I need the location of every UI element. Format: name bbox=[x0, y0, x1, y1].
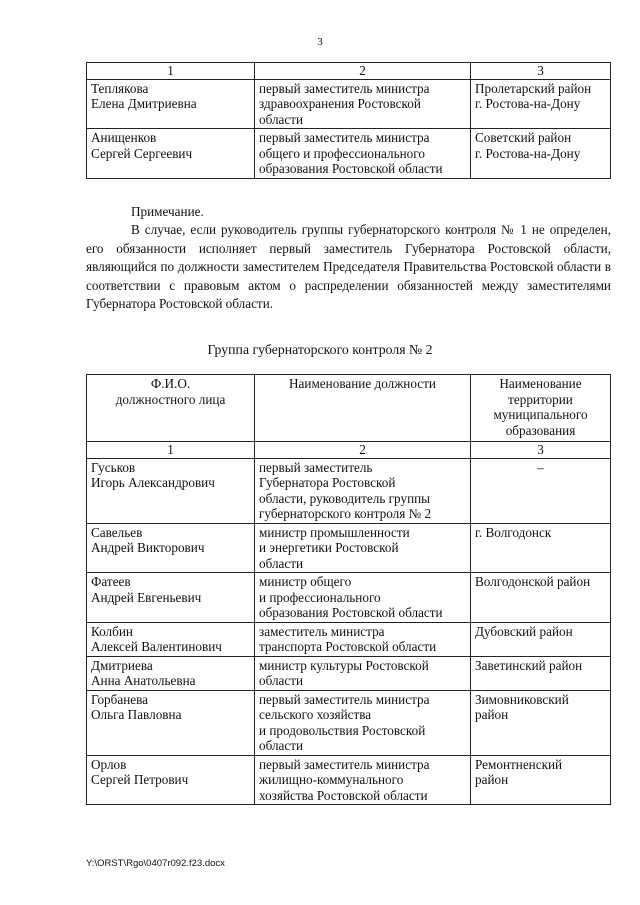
table-row bbox=[87, 523, 611, 573]
official-name: Анищенков Сергей Сергеевич bbox=[87, 129, 255, 179]
official-position: заместитель министра транспорта Ростовской области bbox=[255, 622, 471, 656]
column-number: 2 bbox=[255, 442, 471, 459]
official-position: первый заместитель министра общего и профессионального образования Ростовской области bbox=[255, 129, 471, 179]
official-name: Гуськов Игорь Александрович bbox=[87, 458, 255, 523]
table-row bbox=[87, 622, 611, 656]
column-number-row bbox=[87, 63, 611, 80]
territory: Зимовниковский район bbox=[471, 690, 611, 755]
header-position: Наименование должности bbox=[255, 375, 471, 442]
column-number: 2 bbox=[255, 63, 471, 80]
column-number: 3 bbox=[471, 63, 611, 80]
official-name: Дмитриева Анна Анатольевна bbox=[87, 656, 255, 690]
table-row bbox=[87, 573, 611, 623]
official-name: Савельев Андрей Викторович bbox=[87, 523, 255, 573]
officials-table-group-2 bbox=[86, 374, 611, 805]
territory: Дубовский район bbox=[471, 622, 611, 656]
official-name: Колбин Алексей Валентинович bbox=[87, 622, 255, 656]
territory: Волгодонской район bbox=[471, 573, 611, 623]
note-title: Примечание. bbox=[131, 204, 204, 219]
official-position: первый заместитель министра жилищно-коммунального хозяйства Ростовской области bbox=[255, 755, 471, 805]
territory: Ремонтненский район bbox=[471, 755, 611, 805]
note-text: В случае, если руководитель группы губернаторского контроля № 1 не определен, его обязанности исполняет первый заместитель Губернатора Ростовской области, являющийся по должности заместителем Председателя Правительства Ростовской области в соответствии с правовым актом о распределении обязанностей между заместителями Губернатора Ростовской области. bbox=[86, 222, 611, 312]
column-number-row bbox=[87, 442, 611, 459]
group-2-title: Группа губернаторского контроля № 2 bbox=[207, 342, 433, 357]
official-position: министр культуры Ростовской области bbox=[255, 656, 471, 690]
table-row bbox=[87, 79, 611, 129]
column-number: 1 bbox=[87, 63, 255, 80]
official-name: Орлов Сергей Петрович bbox=[87, 755, 255, 805]
official-position: министр промышленности и энергетики Ростовской области bbox=[255, 523, 471, 573]
header-name: Ф.И.О. должностного лица bbox=[87, 375, 255, 442]
header-row bbox=[87, 375, 611, 442]
header-territory: Наименование территории муниципального образования bbox=[471, 375, 611, 442]
official-name: Горбанева Ольга Павловна bbox=[87, 690, 255, 755]
official-position: первый заместитель министра здравоохранения Ростовской области bbox=[255, 79, 471, 129]
official-position: первый заместитель Губернатора Ростовской области, руководитель группы губернаторского контроля № 2 bbox=[255, 458, 471, 523]
territory: г. Волгодонск bbox=[471, 523, 611, 573]
table-row bbox=[87, 656, 611, 690]
table-row bbox=[87, 458, 611, 523]
table-row bbox=[87, 129, 611, 179]
territory: Советский район г. Ростова-на-Дону bbox=[471, 129, 611, 179]
territory: – bbox=[471, 458, 611, 523]
officials-table-group-1-continued bbox=[86, 62, 611, 179]
official-position: министр общего и профессионального образования Ростовской области bbox=[255, 573, 471, 623]
territory: Пролетарский район г. Ростова-на-Дону bbox=[471, 79, 611, 129]
official-name: Теплякова Елена Дмитриевна bbox=[87, 79, 255, 129]
file-path-footer: Y:\ORST\Rgo\0407r092.f23.docx bbox=[86, 858, 225, 869]
table-row bbox=[87, 755, 611, 805]
official-position: первый заместитель министра сельского хозяйства и продовольствия Ростовской области bbox=[255, 690, 471, 755]
official-name: Фатеев Андрей Евгеньевич bbox=[87, 573, 255, 623]
page-number: 3 bbox=[317, 36, 323, 48]
table-row bbox=[87, 690, 611, 755]
column-number: 3 bbox=[471, 442, 611, 459]
column-number: 1 bbox=[87, 442, 255, 459]
territory: Заветинский район bbox=[471, 656, 611, 690]
